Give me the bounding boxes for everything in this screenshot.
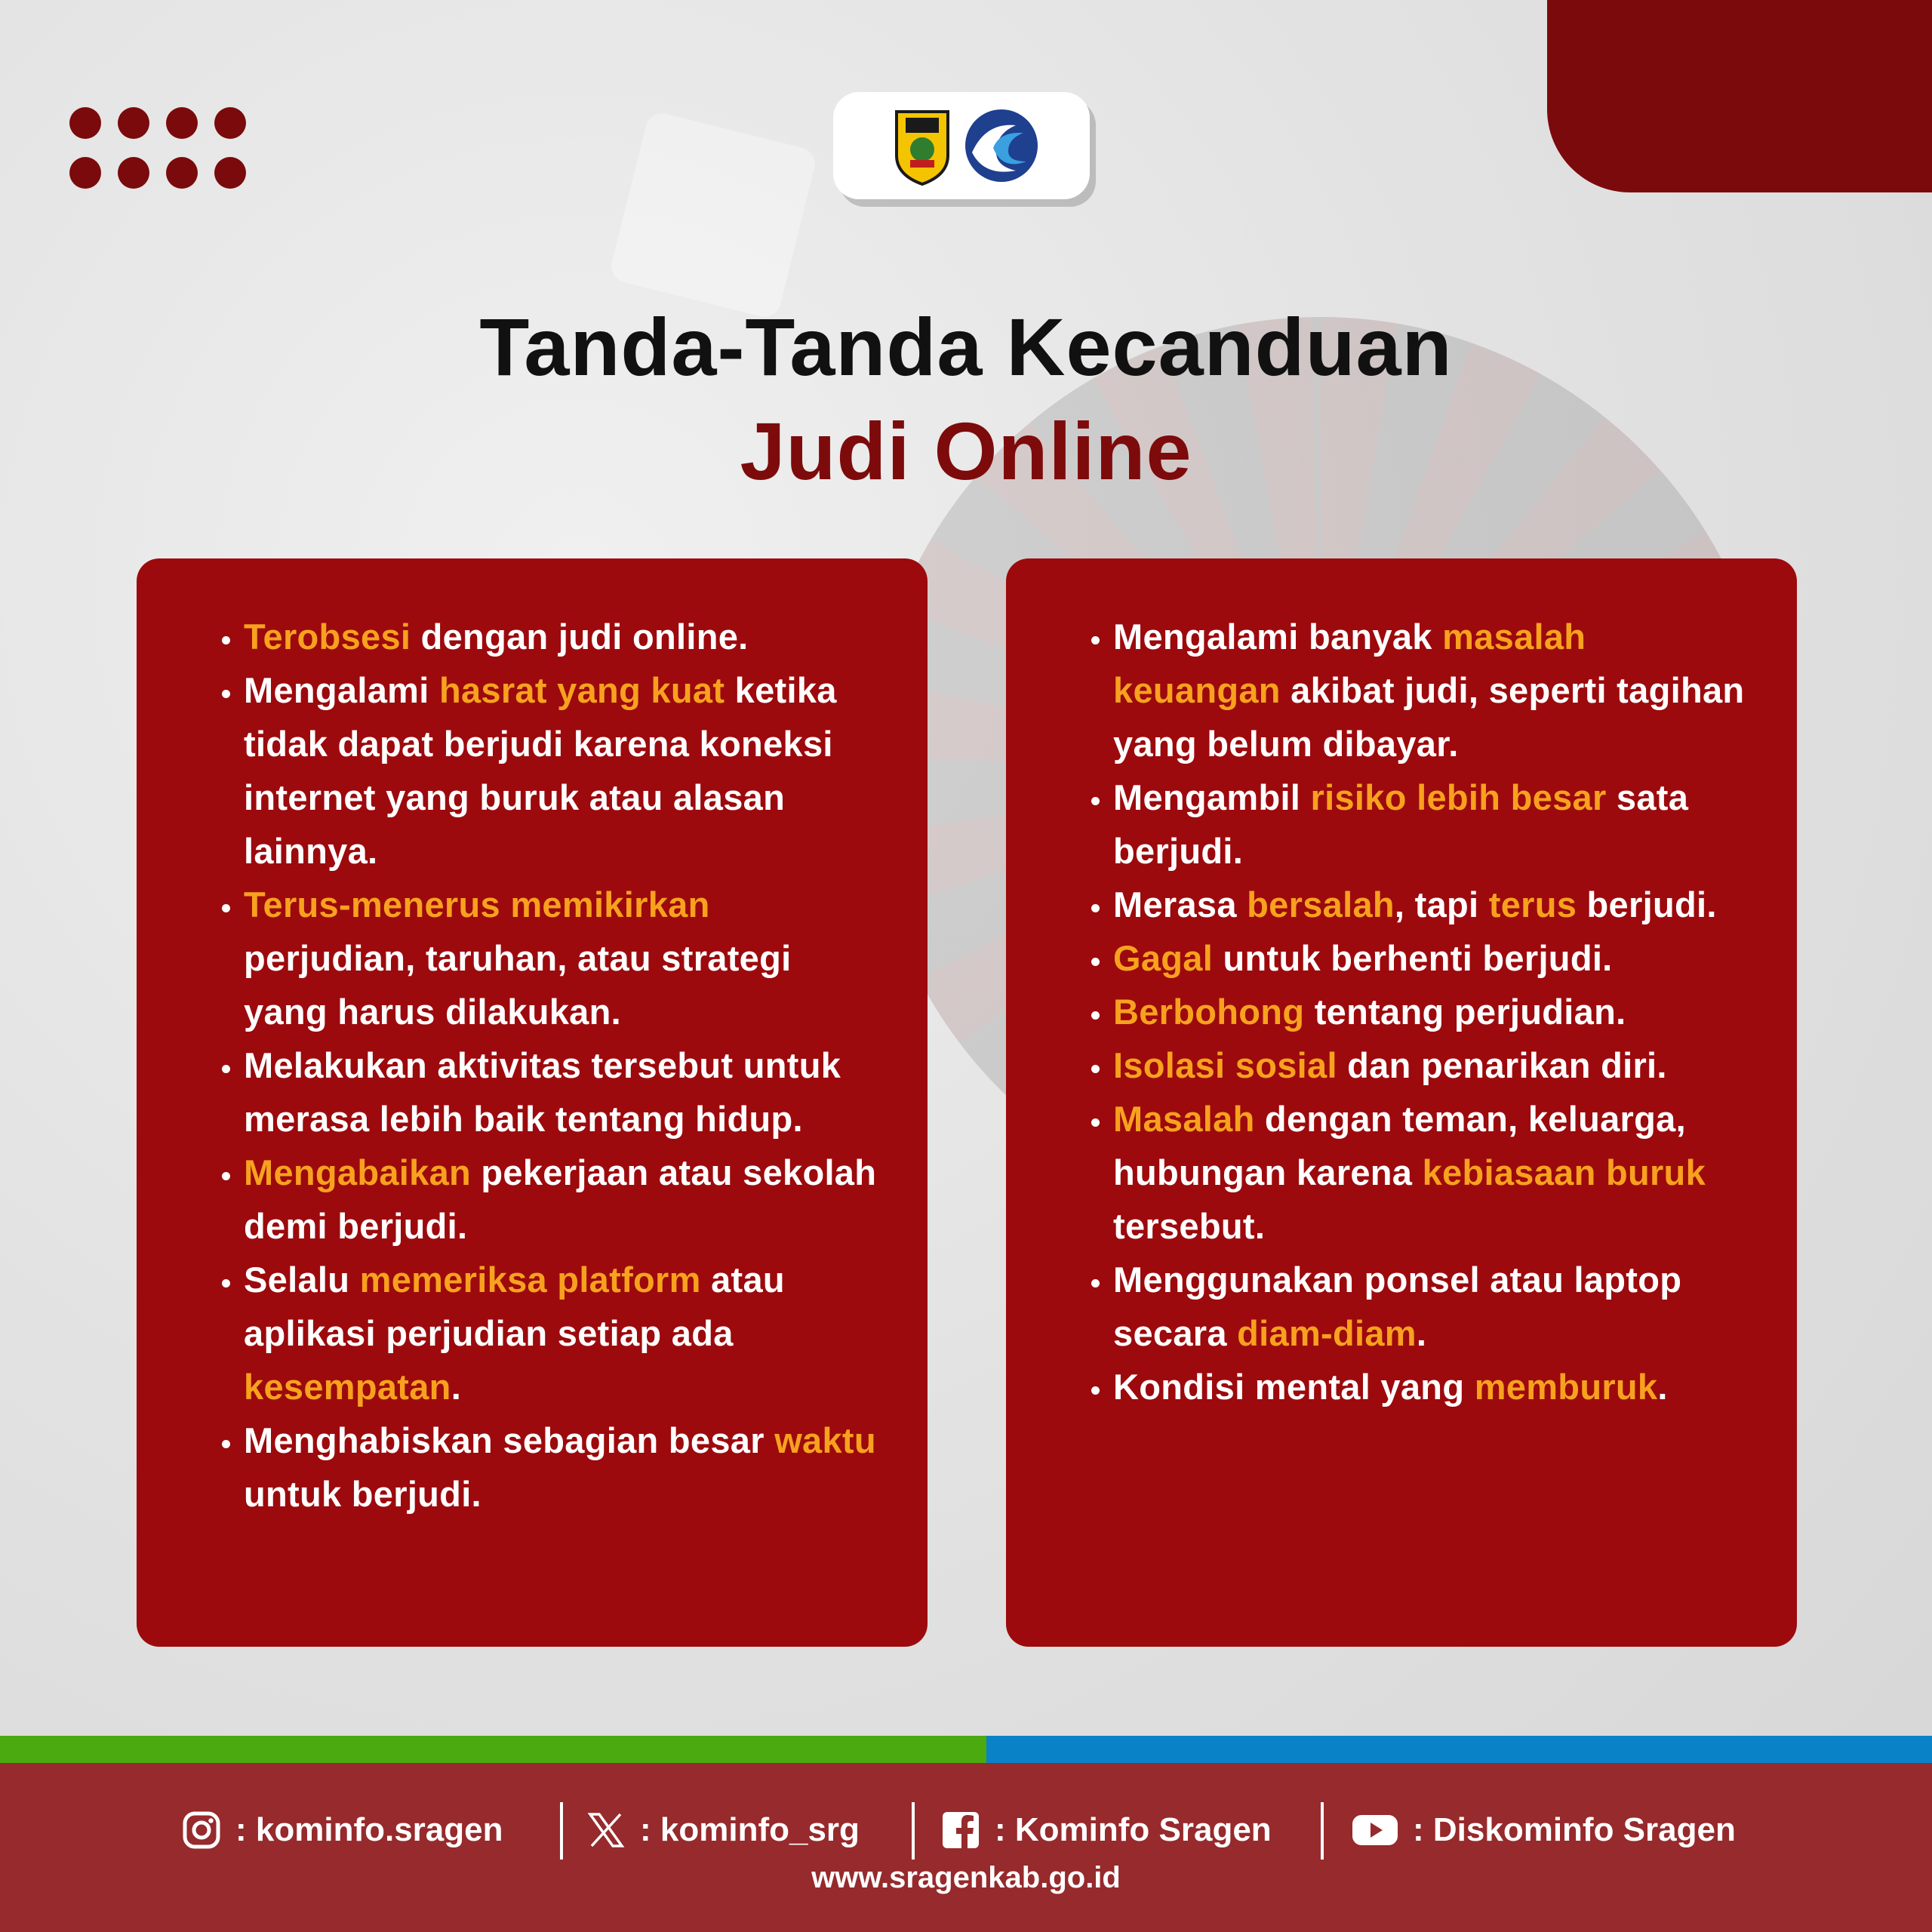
highlighted-text: bersalah (1247, 884, 1395, 924)
facebook-icon (940, 1810, 981, 1850)
youtube-icon (1351, 1810, 1399, 1850)
highlighted-text: terus (1488, 884, 1577, 924)
item-text: perjudian, taruhan, atau strategi yang harus dilakukan. (244, 938, 792, 1032)
title-line-1: Tanda-Tanda Kecanduan (479, 301, 1453, 392)
highlighted-text: kesempatan (244, 1367, 451, 1407)
highlighted-text: Gagal (1113, 938, 1214, 978)
facebook-handle[interactable] (940, 1804, 1272, 1857)
item-text: pekerjaan atau sekolah demi berjudi. (244, 1152, 877, 1246)
item-text: akibat judi, seperti tagihan yang belum dibayar. (1113, 670, 1745, 764)
left-signs-list (182, 610, 882, 1521)
dot-grid-decoration (69, 107, 251, 198)
footer-separator (560, 1802, 563, 1860)
item-text: Mengalami (244, 670, 439, 710)
sign-list-item (1113, 610, 1759, 771)
right-signs-card (1006, 558, 1797, 1647)
youtube-handle[interactable] (1351, 1804, 1736, 1857)
highlighted-text: waktu (774, 1420, 876, 1460)
item-text: Kondisi mental yang (1113, 1367, 1475, 1407)
footer-separator (1321, 1802, 1324, 1860)
item-text: , tapi (1394, 884, 1489, 924)
instagram-icon (181, 1810, 222, 1850)
highlighted-text: Isolasi sosial (1113, 1045, 1337, 1085)
item-text: dengan judi online. (411, 617, 749, 657)
highlighted-text: Mengabaikan (244, 1152, 472, 1192)
highlighted-text: hasrat yang kuat (438, 670, 725, 710)
sragen-regency-emblem-icon (894, 107, 951, 186)
item-text: Menghabiskan sebagian besar (244, 1420, 775, 1460)
sign-list-item (244, 610, 882, 663)
sign-list-item (244, 663, 882, 878)
item-text: Merasa (1113, 884, 1247, 924)
facebook-label: : Kominfo Sragen (995, 1811, 1272, 1848)
sign-list-item (1113, 1038, 1759, 1092)
highlighted-text: memburuk (1474, 1367, 1658, 1407)
sign-list-item (1113, 1253, 1759, 1360)
highlighted-text: Terobsesi (244, 617, 411, 657)
sign-list-item (244, 1146, 882, 1253)
item-text: dan penarikan diri. (1337, 1045, 1667, 1085)
x-handle[interactable] (586, 1804, 860, 1857)
item-text: Selalu (244, 1260, 360, 1300)
highlighted-text: memeriksa platform (359, 1260, 701, 1300)
website-url[interactable]: www.sragenkab.go.id (811, 1861, 1121, 1894)
sign-list-item (1113, 985, 1759, 1038)
item-text: ketika tidak dapat berjudi karena koneksi internet yang buruk atau alasan lainnya. (244, 670, 837, 871)
item-text: . (1657, 1367, 1668, 1407)
item-text: Mengalami banyak (1113, 617, 1443, 657)
item-text: Menggunakan ponsel atau laptop secara (1113, 1260, 1682, 1353)
item-text: berjudi. (1577, 884, 1717, 924)
item-text: . (451, 1367, 462, 1407)
item-text: tentang perjudian. (1304, 992, 1626, 1032)
item-text: . (1416, 1313, 1427, 1353)
sign-list-item (1113, 931, 1759, 985)
item-text: tersebut. (1113, 1206, 1266, 1246)
title-line-2: Judi Online (740, 405, 1192, 497)
item-text: dengan teman, keluarga, hubungan karena (1113, 1099, 1686, 1192)
kominfo-logo-icon (963, 107, 1040, 184)
highlighted-text: Terus-menerus memikirkan (244, 884, 710, 924)
x-label: : kominfo_srg (640, 1811, 860, 1848)
item-text: sata berjudi. (1113, 777, 1689, 871)
highlighted-text: Masalah (1113, 1099, 1255, 1139)
sign-list-item (244, 1038, 882, 1146)
item-text: untuk berjudi. (244, 1474, 481, 1514)
sign-list-item (244, 878, 882, 1038)
blue-stripe (986, 1736, 1932, 1763)
instagram-label: : kominfo.sragen (235, 1811, 503, 1848)
item-text: atau aplikasi perjudian setiap ada (244, 1260, 785, 1353)
sign-list-item (1113, 1360, 1759, 1414)
instagram-handle[interactable] (181, 1804, 503, 1857)
corner-accent (1547, 0, 1932, 192)
sign-list-item (244, 1253, 882, 1414)
green-stripe (0, 1736, 986, 1763)
right-signs-list (1051, 610, 1759, 1414)
youtube-label: : Diskominfo Sragen (1413, 1811, 1736, 1848)
sign-list-item (1113, 771, 1759, 878)
item-text: Melakukan aktivitas tersebut untuk merasa lebih baik tentang hidup. (244, 1045, 841, 1139)
highlighted-text: diam-diam (1237, 1313, 1417, 1353)
highlighted-text: kebiasaan buruk (1422, 1152, 1706, 1192)
x-twitter-icon (586, 1810, 626, 1850)
highlighted-text: Berbohong (1113, 992, 1305, 1032)
sign-list-item (1113, 1092, 1759, 1253)
sign-list-item (244, 1414, 882, 1521)
sign-list-item (1113, 878, 1759, 931)
item-text: untuk berhenti berjudi. (1213, 938, 1613, 978)
item-text: Mengambil (1113, 777, 1311, 817)
left-signs-card (137, 558, 928, 1647)
highlighted-text: risiko lebih besar (1310, 777, 1607, 817)
footer-separator (912, 1802, 915, 1860)
logo-badge (833, 92, 1090, 199)
highlighted-text: masalah keuangan (1113, 617, 1586, 710)
